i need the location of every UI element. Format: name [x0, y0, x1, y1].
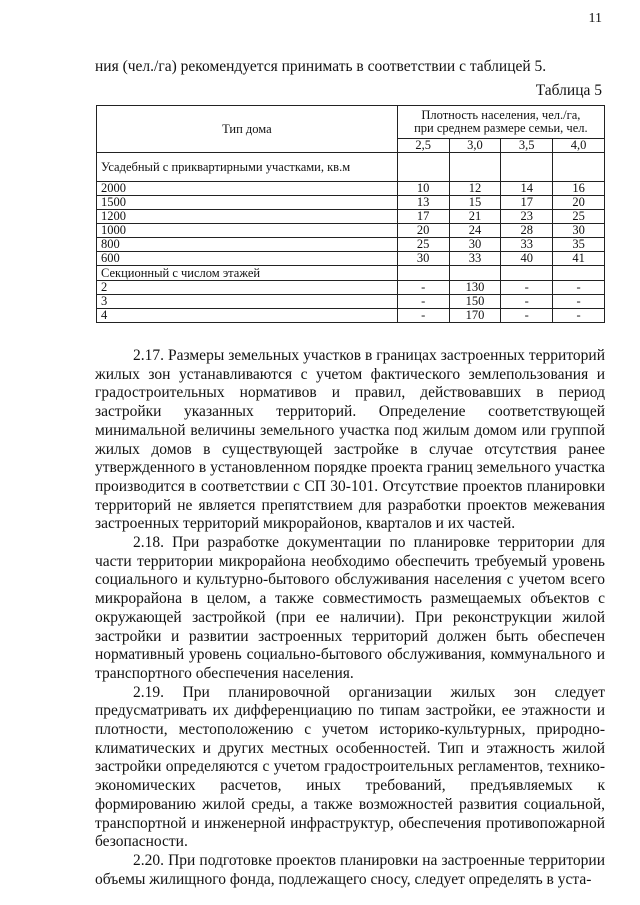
row-label: 3 — [97, 295, 398, 309]
body-text — [95, 347, 605, 889]
cell-value: 30 — [449, 238, 501, 252]
cell-value: 14 — [501, 182, 553, 196]
table-row — [97, 252, 605, 266]
header-density-line2: при среднем размере семьи, чел. — [414, 121, 588, 135]
cell-value: 170 — [449, 309, 501, 323]
table-row — [97, 295, 605, 309]
cell-value: 28 — [501, 224, 553, 238]
cell-value: 21 — [449, 210, 501, 224]
family-size: 4,0 — [553, 139, 605, 153]
cell-value: 30 — [397, 252, 449, 266]
density-table — [96, 105, 605, 323]
cell-value: 12 — [449, 182, 501, 196]
header-density — [397, 106, 604, 139]
cell-value: 40 — [501, 252, 553, 266]
cell-value: 10 — [397, 182, 449, 196]
cell-value: 16 — [553, 182, 605, 196]
cell-value: 25 — [397, 238, 449, 252]
family-size: 3,0 — [449, 139, 501, 153]
cell-value: - — [553, 295, 605, 309]
cell-value: - — [501, 281, 553, 295]
cell-value: - — [501, 295, 553, 309]
cell-value: 15 — [449, 196, 501, 210]
intro-line: ния (чел./га) рекомендуется принимать в соответствии с таблицей 5. — [95, 58, 547, 75]
paragraph-2-17: 2.17. Размеры земельных участков в границах застроенных территорий жилых зон устанавливаются с учетом фактического землепользования и градостроительных нормативов и правил, действовавших в период застройки указанных территорий. Определение соответствующей минимальной величины земельного участка под жилым домом или группой жилых домов в существующей застройке в случае отсутствия ранее утвержденного в установленном порядке проекта границ земельного участка производится в соответствии с СП 30-101. Отсутствие проектов планировки территорий не является препятствием для разработки проектов межевания застроенных территорий микрорайонов, кварталов и их частей. — [95, 347, 605, 533]
cell-value: - — [553, 309, 605, 323]
group-row — [97, 153, 605, 182]
cell-value: - — [397, 309, 449, 323]
cell-value: 17 — [397, 210, 449, 224]
table-row — [97, 196, 605, 210]
cell-value: 25 — [553, 210, 605, 224]
cell-value: 20 — [397, 224, 449, 238]
paragraph-2-18: 2.18. При разработке документации по планировке территории для части территории микрорайона необходимо обеспечить требуемый уровень социального и культурно-бытового обслуживания населения с учетом всего микрорайона в целом, а также совместимость размещаемых объектов с окружающей застройкой (при ее наличии). При реконструкции жилой застройки и развитии застроенных территорий должен быть обеспечен нормативный уровень социально-бытового обслуживания, коммунального и транспортного обеспечения населения. — [95, 534, 605, 682]
cell-value: 13 — [397, 196, 449, 210]
paragraph-2-20: 2.20. При подготовке проектов планировки на застроенные территории объемы жилищного фонда, подлежащего сносу, следует определять в уста- — [95, 851, 605, 888]
cell-value: 33 — [449, 252, 501, 266]
table-row — [97, 182, 605, 196]
row-label: 2 — [97, 281, 398, 295]
table-row — [97, 238, 605, 252]
page-number: 11 — [588, 11, 602, 26]
cell-value: 24 — [449, 224, 501, 238]
table-row — [97, 309, 605, 323]
cell-value: 30 — [553, 224, 605, 238]
cell-value: 41 — [553, 252, 605, 266]
header-type: Тип дома — [97, 106, 398, 153]
row-label: 1000 — [97, 224, 398, 238]
cell-value: 20 — [553, 196, 605, 210]
row-label: 1200 — [97, 210, 398, 224]
group-label-sectional: Секционный с числом этажей — [97, 266, 398, 281]
row-label: 2000 — [97, 182, 398, 196]
row-label: 800 — [97, 238, 398, 252]
group-label-manor: Усадебный с приквартирными участками, кв.м — [97, 153, 398, 182]
table-row — [97, 224, 605, 238]
paragraph-2-19: 2.19. При планировочной организации жилых зон следует предусматривать их дифференциацию по типам застройки, ее этажности и плотности, местоположению с учетом историко-культурных, природно-климатических и других местных особенностей. Тип и этажность жилой застройки определяются с учетом градостроительных регламентов, технико-экономических расчетов, иных требований, предъявляемых к формированию жилой среды, а также возможностей развития социальной, транспортной и инженерной инфраструктур, обеспечения противопожарной безопасности. — [95, 683, 605, 851]
header-density-line1: Плотность населения, чел./га, — [421, 108, 581, 122]
cell-value: 130 — [449, 281, 501, 295]
family-size: 2,5 — [397, 139, 449, 153]
cell-value: - — [397, 281, 449, 295]
cell-value: 35 — [553, 238, 605, 252]
cell-value: 23 — [501, 210, 553, 224]
cell-value: - — [501, 309, 553, 323]
row-label: 4 — [97, 309, 398, 323]
row-label: 1500 — [97, 196, 398, 210]
cell-value: 17 — [501, 196, 553, 210]
table-caption: Таблица 5 — [535, 82, 602, 99]
row-label: 600 — [97, 252, 398, 266]
cell-value: 150 — [449, 295, 501, 309]
cell-value: - — [397, 295, 449, 309]
cell-value: - — [553, 281, 605, 295]
table-row — [97, 210, 605, 224]
table-row — [97, 281, 605, 295]
group-row — [97, 266, 605, 281]
family-size: 3,5 — [501, 139, 553, 153]
cell-value: 33 — [501, 238, 553, 252]
